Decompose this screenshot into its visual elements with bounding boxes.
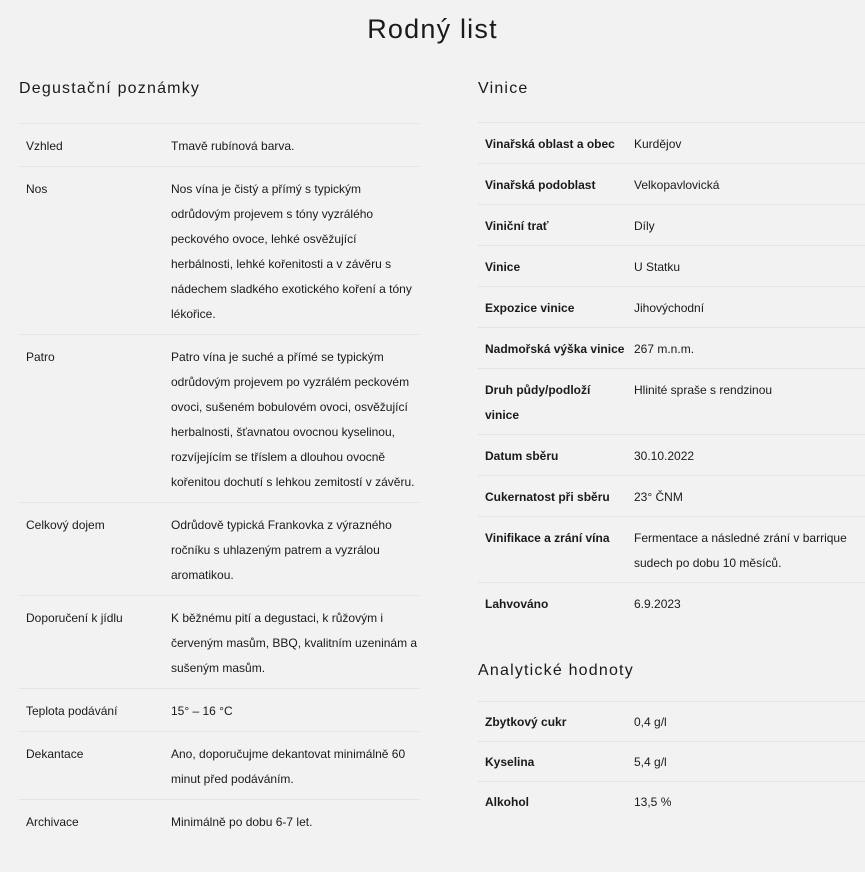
tasting-row (19, 335, 419, 503)
tasting-row-label: Dekantace (26, 747, 84, 761)
tasting-notes-heading: Degustační poznámky (19, 80, 201, 97)
vineyard-row (478, 123, 865, 164)
tasting-row (19, 596, 419, 689)
vineyard-row (478, 164, 865, 205)
tasting-row (19, 124, 419, 167)
vineyard-row (478, 328, 865, 369)
tasting-row-value: Odrůdově typická Frankovka z výrazného ročníku s uhlazeným patrem a vyzrálou aromatikou. (171, 518, 392, 582)
analytics-table (478, 701, 865, 821)
tasting-notes-table (19, 123, 419, 842)
vineyard-row-value: 267 m.n.m. (634, 342, 695, 356)
vineyard-row-label: Vinařská podoblast (485, 178, 596, 192)
tasting-row (19, 732, 419, 800)
vineyard-row (478, 369, 865, 435)
vineyard-heading: Vinice (478, 80, 529, 97)
analytics-heading: Analytické hodnoty (478, 662, 634, 679)
tasting-row-label: Celkový dojem (26, 518, 105, 532)
vineyard-row-value: 23° ČNM (634, 490, 683, 504)
analytics-row (478, 742, 865, 782)
tasting-row-value: Minimálně po dobu 6-7 let. (171, 815, 313, 829)
tasting-row-label: Archivace (26, 815, 79, 829)
vineyard-row-label: Nadmořská výška vinice (485, 342, 625, 356)
analytics-row-label: Kyselina (485, 755, 535, 769)
analytics-row-label: Zbytkový cukr (485, 715, 567, 729)
vineyard-row-value: 6.9.2023 (634, 597, 681, 611)
tasting-row-value: Ano, doporučujme dekantovat minimálně 60 minut před podáváním. (171, 747, 406, 786)
analytics-row-label: Alkohol (485, 795, 529, 809)
page-title: Rodný list (367, 14, 498, 44)
vineyard-row (478, 205, 865, 246)
vineyard-row-label: Expozice vinice (485, 301, 575, 315)
vineyard-column (478, 78, 865, 821)
vineyard-row-value: Díly (634, 219, 655, 233)
vineyard-row (478, 476, 865, 517)
vineyard-table (478, 122, 865, 623)
tasting-notes-section (19, 78, 419, 842)
tasting-row-label: Nos (26, 182, 48, 196)
tasting-row-value: Nos vína je čistý a přímý s typickým odrůdovým projevem s tóny vyzrálého peckového ovoce, lehké osvěžující herbálnosti, lehké kořenitosti a v závěru s nádechem sladkého exotického koření a tóny lékořice. (171, 182, 412, 321)
analytics-row-value: 5,4 g/l (634, 755, 667, 769)
tasting-row-value: Tmavě rubínová barva. (171, 139, 295, 153)
vineyard-row-label: Vinice (485, 260, 521, 274)
vineyard-row-value: Fermentace a následné zrání v barrique sudech po dobu 10 měsíců. (634, 531, 847, 570)
vineyard-row-value: Hlinité spraše s rendzinou (634, 383, 773, 397)
tasting-row-label: Vzhled (26, 139, 63, 153)
vineyard-row-label: Druh půdy/podloží vinice (485, 383, 591, 422)
vineyard-row-label: Lahvováno (485, 597, 549, 611)
vineyard-row-value: Jihovýchodní (634, 301, 705, 315)
vineyard-row-value: U Statku (634, 260, 681, 274)
tasting-row-label: Teplota podávání (26, 704, 118, 718)
tasting-row-label: Doporučení k jídlu (26, 611, 123, 625)
tasting-row-value: 15° – 16 °C (171, 704, 233, 718)
tasting-row-value: Patro vína je suché a přímé se typickým odrůdovým projevem po vyzrálém peckovém ovoci, sušeném bobulovém ovoci, osvěžující herbalnosti, šťavnatou ovocnou kyselinou, rozvíjejícím se tříslem a dlouhou ovocně kořenitou dochutí s lehkou zemitostí v závěru. (171, 350, 415, 489)
tasting-row (19, 167, 419, 335)
vineyard-row-label: Viniční trať (485, 219, 549, 233)
analytics-row-value: 13,5 % (634, 795, 672, 809)
analytics-row (478, 702, 865, 742)
vineyard-row (478, 435, 865, 476)
vineyard-row-label: Vinifikace a zrání vína (485, 531, 610, 545)
vineyard-row (478, 583, 865, 624)
tasting-row (19, 689, 419, 732)
analytics-row-value: 0,4 g/l (634, 715, 667, 729)
tasting-row-label: Patro (26, 350, 55, 364)
vineyard-row-value: Kurdějov (634, 137, 682, 151)
vineyard-row-label: Vinařská oblast a obec (485, 137, 615, 151)
vineyard-row-label: Cukernatost při sběru (485, 490, 610, 504)
vineyard-row-value: Velkopavlovická (634, 178, 720, 192)
vineyard-row (478, 246, 865, 287)
tasting-row (19, 503, 419, 596)
tasting-row (19, 800, 419, 843)
analytics-row (478, 782, 865, 822)
vineyard-row-value: 30.10.2022 (634, 449, 695, 463)
tasting-row-value: K běžnému pití a degustaci, k růžovým i červeným masům, BBQ, kvalitním uzeninám a sušeným masům. (171, 611, 418, 675)
vineyard-row-label: Datum sběru (485, 449, 559, 463)
vineyard-row (478, 287, 865, 328)
vineyard-row (478, 517, 865, 583)
